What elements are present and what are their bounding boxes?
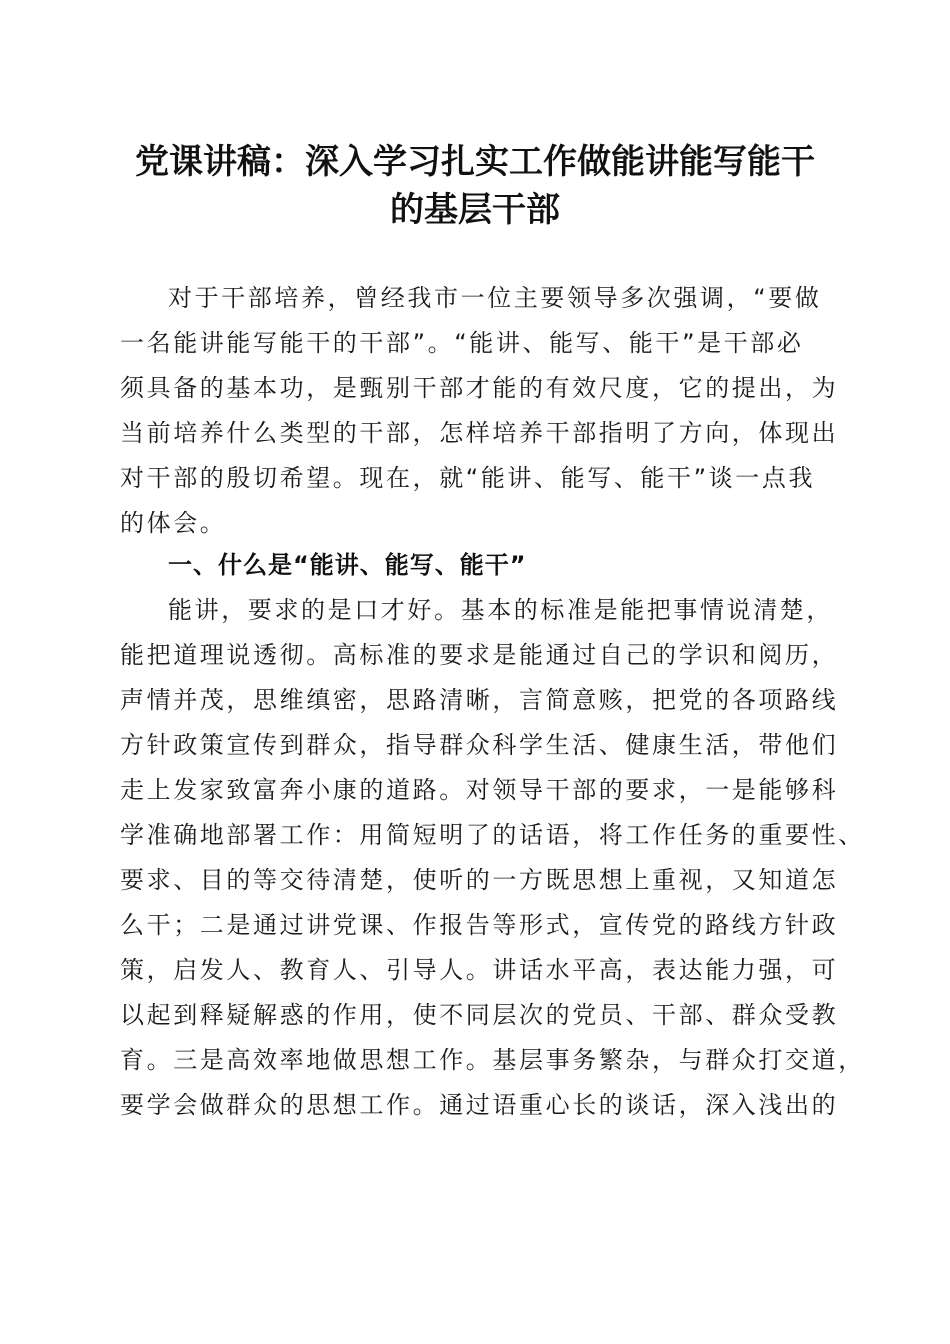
paragraph-line: 对于干部培养，曾经我市一位主要领导多次强调，“要做 bbox=[168, 284, 822, 312]
paragraph-line: 要求、目的等交待清楚，使听的一方既思想上重视，又知道怎 bbox=[120, 866, 839, 894]
document-title-line-2: 的基层干部 bbox=[390, 190, 560, 230]
paragraph-line: 以起到释疑解惑的作用，使不同层次的党员、干部、群众受教 bbox=[120, 1001, 839, 1029]
section-heading: 一、什么是“能讲、能写、能干” bbox=[168, 551, 527, 579]
paragraph-line: 学准确地部署工作：用简短明了的话语，将工作任务的重要性、 bbox=[120, 821, 865, 849]
paragraph-line: 能把道理说透彻。高标准的要求是能通过自己的学识和阅历， bbox=[120, 641, 839, 669]
paragraph-line: 对干部的殷切希望。现在，就“能讲、能写、能干”谈一点我 bbox=[120, 464, 816, 492]
paragraph-line: 方针政策宣传到群众，指导群众科学生活、健康生活，带他们 bbox=[120, 731, 839, 759]
paragraph-line: 声情并茂，思维缜密，思路清晰，言简意赅，把党的各项路线 bbox=[120, 686, 839, 714]
paragraph-line: 的体会。 bbox=[120, 509, 227, 537]
paragraph-line: 能讲，要求的是口才好。基本的标准是能把事情说清楚， bbox=[168, 596, 833, 624]
paragraph-line: 要学会做群众的思想工作。通过语重心长的谈话，深入浅出的 bbox=[120, 1091, 839, 1119]
paragraph-line: 策，启发人、教育人、引导人。讲话水平高，表达能力强，可 bbox=[120, 956, 839, 984]
paragraph-line: 当前培养什么类型的干部，怎样培养干部指明了方向，体现出 bbox=[120, 419, 839, 447]
paragraph-line: 走上发家致富奔小康的道路。对领导干部的要求，一是能够科 bbox=[120, 776, 839, 804]
paragraph-line: 一名能讲能写能干的干部”。“能讲、能写、能干”是干部必 bbox=[120, 329, 804, 357]
document-title-line-1: 党课讲稿：深入学习扎实工作做能讲能写能干 bbox=[135, 142, 815, 182]
paragraph-line: 么干；二是通过讲党课、作报告等形式，宣传党的路线方针政 bbox=[120, 911, 839, 939]
paragraph-line: 育。三是高效率地做思想工作。基层事务繁杂，与群众打交道， bbox=[120, 1046, 865, 1074]
paragraph-line: 须具备的基本功，是甄别干部才能的有效尺度，它的提出，为 bbox=[120, 374, 839, 402]
